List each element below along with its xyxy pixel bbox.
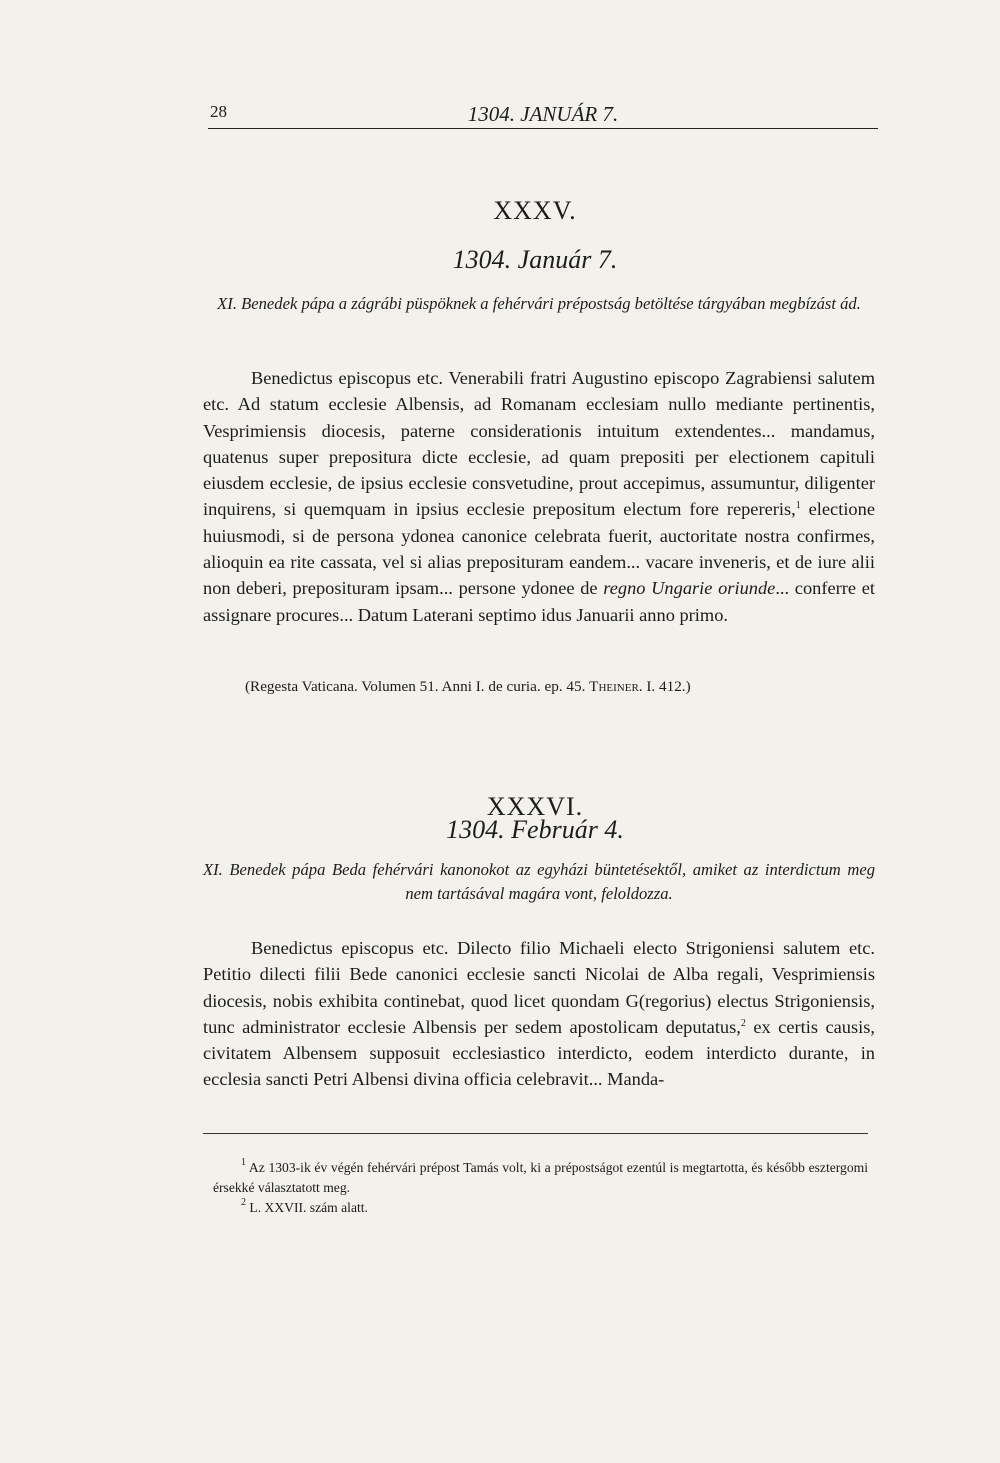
footnote-ref: 2 (740, 1017, 746, 1029)
doc-summary: XI. Benedek pápa a zágrábi püspöknek a fehérvári prépostság betöltése tárgyában megbízást ád. (217, 294, 861, 313)
header-rule (208, 128, 878, 129)
body-text: electione huiusmodi, si de persona ydonea canonice celebrata fuerit, auctoritate nostra confirmes, alioquin ea rite cassata, vel si alias preposituram eandem... vacare inveneris, et de iure alii non deberi, preposituram ipsam... persone ydonee de (203, 499, 875, 599)
page-number: 28 (210, 102, 227, 121)
footnote-ref: 1 (795, 500, 801, 512)
body-text: Benedictus episcopus etc. Venerabili fratri Augustino episcopo Zagrabiensi salutem etc. Ad statum ecclesie Albensis, ad Romanam ecclesiam nullo mediante pertinentis, Vesprimiensis diocesis, paterne considerationis intuitum extendentes... mandamus, quatenus super prepositura dicte ecclesie, ad quam prepositi per electionem capituli eiusdem ecclesie, de ipsius ecclesie consvetudine, prout accepimus, assumuntur, diligenter inquirens, si quemquam in ipsius ecclesie prepositum electum fore repereris, (203, 368, 875, 520)
doc-date: 1304. Január 7. (452, 245, 618, 274)
footnote: $^2$ L. XXVII. szám alatt. (241, 1197, 368, 1215)
running-title: 1304. JANUÁR 7. (467, 102, 619, 126)
source-citation: (Regesta Vaticana. Volumen 51. Anni I. de curia. ep. 45. Theiner. I. 412.) (245, 678, 691, 695)
doc-date: 1304. Február 4. (446, 815, 624, 844)
doc-number: XXXV. (493, 196, 577, 225)
footnote-rule (203, 1133, 868, 1134)
footnotes (213, 1158, 868, 1218)
doc-body (203, 935, 875, 1093)
running-head (208, 100, 878, 130)
doc-summary: XI. Benedek pápa Beda fehérvári kanonokot az egyházi büntetésektől, amiket az interdictum meg nem tartásával magára vont, feloldozza. (203, 860, 875, 903)
footnote: $^1$ Az 1303-ik év végén fehérvári prépost Tamás volt, ki a prépostságot ezentúl is megtartotta, és később esztergomi érsekké választatott meg. (213, 1157, 868, 1195)
body-text: Benedictus episcopus etc. Dilecto filio Michaeli electo Strigoniensi salutem etc. Petitio dilecti filii Bede canonici ecclesie sancti Nicolai de Alba regali, Vesprimiensis diocesis, nobis exhibita continebat, quod licet quondam G(regorius) electus Strigoniensis, tunc administrator ecclesie Albensis per sedem apostolicam deputatus, (203, 938, 875, 1037)
doc-body (203, 365, 875, 628)
body-text: ex certis causis, civitatem Albensem supposuit ecclesiastico interdicto, eodem interdicto durante, in ecclesia sancti Petri Albensi divina officia celebravit... Manda- (203, 1016, 875, 1090)
body-text: ... conferre et assignare procures... Datum Laterani septimo idus Januarii anno primo. (203, 578, 875, 625)
doc-number: XXXVI. (486, 792, 584, 821)
body-italic: regno Ungarie oriunde (603, 578, 776, 599)
